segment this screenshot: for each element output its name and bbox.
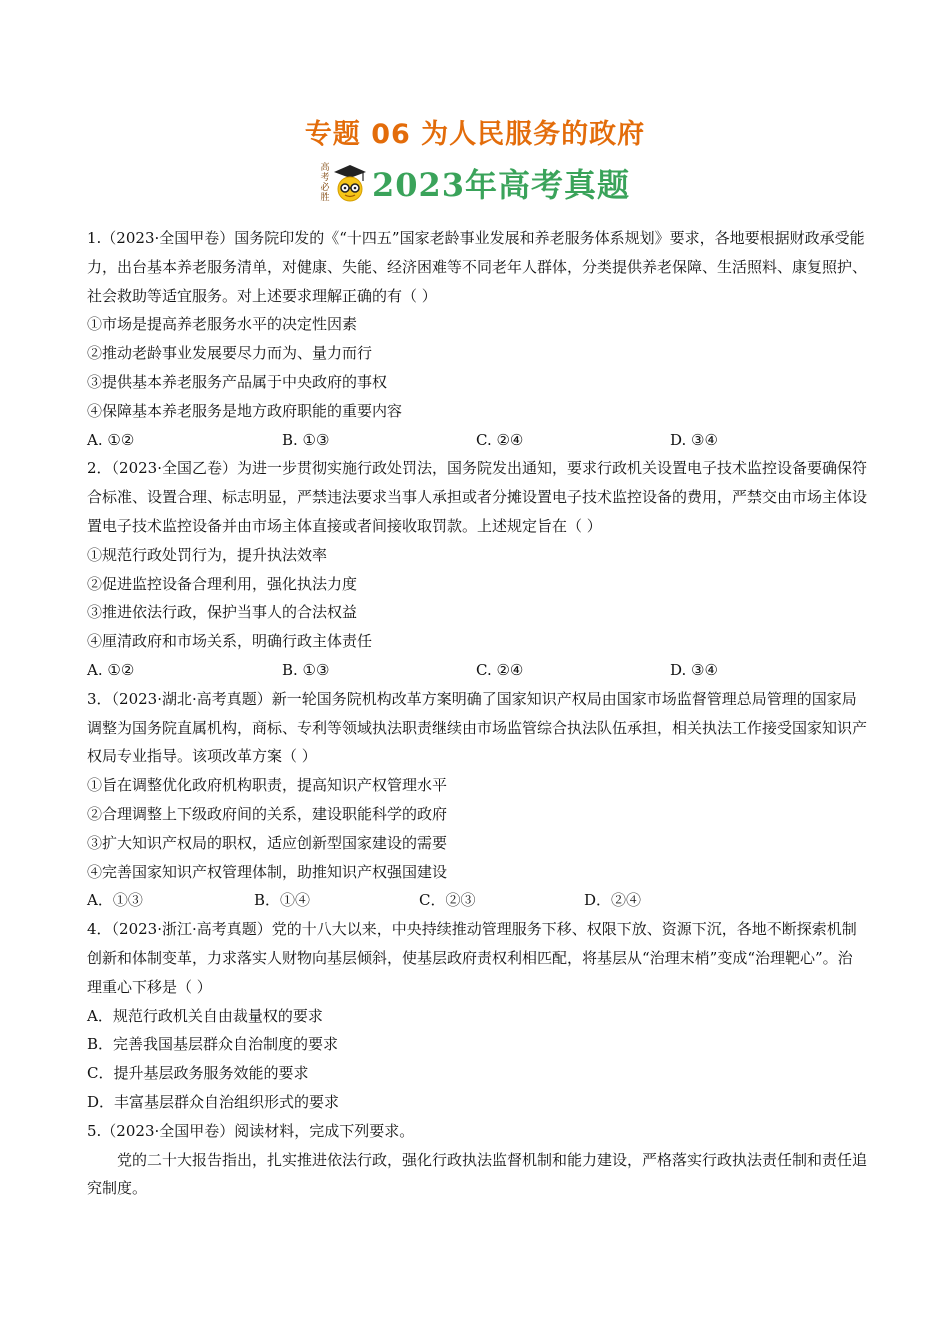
q5-material: 党的二十大报告指出，扎实推进依法行政，强化行政执法监督机制和能力建设，严格落实行政执法责任制和责任追究制度。 (87, 1150, 868, 1198)
q1-statement-4: ④保障基本养老服务是地方政府职能的重要内容 (87, 401, 403, 420)
q2-option-c: C. ②④ (476, 660, 524, 679)
q3-options (87, 886, 867, 915)
mascot-badge (320, 163, 368, 203)
q4-option-c: C．提升基层政务服务效能的要求 (87, 1064, 309, 1083)
q5-stem: 5.（2023·全国甲卷）阅读材料，完成下列要求。 (87, 1121, 415, 1140)
q2-options (87, 656, 867, 685)
q3-statement-2: ②合理调整上下级政府间的关系，建设职能科学的政府 (87, 804, 448, 823)
q3-stem: 3．（2023·湖北·高考真题）新一轮国务院机构改革方案明确了国家知识产权局由国家市场监督管理总局管理的国家局调整为国务院直属机构，商标、专利等领域执法职责继续由市场监管综合执法队伍承担，相关执法工作接受国家知识产权局专业指导。该项改革方案（ ） (87, 689, 868, 766)
q2-statement-4: ④厘清政府和市场关系，明确行政主体责任 (87, 632, 373, 651)
q3-statement-3: ③扩大知识产权局的职权，适应创新型国家建设的需要 (87, 833, 448, 852)
q2-stem: 2．（2023·全国乙卷）为进一步贯彻实施行政处罚法，国务院发出通知，要求行政机关设置电子技术监控设备要确保符合标准、设置合理、标志明显，严禁违法要求当事人承担或者分摊设置电子技术监控设备的费用，严禁交由市场主体设置电子技术监控设备并由市场主体直接或者间接收取罚款。上述规定旨在（ ） (87, 459, 868, 535)
section-banner (0, 160, 950, 206)
q1-statement-2: ②推动老龄事业发展要尽力而为、量力而行 (87, 344, 373, 363)
q4-option-b: B．完善我国基层群众自治制度的要求 (87, 1035, 339, 1054)
q1-option-a: A. ①② (87, 430, 135, 449)
q1-stem: 1.（2023·全国甲卷）国务院印发的《“十四五”国家老龄事业发展和养老服务体系规划》要求，各地要根据财政承受能力，出台基本养老服务清单，对健康、失能、经济困难等不同老年人群体，分类提供养老保障、生活照料、康复照护、社会救助等适宜服务。对上述要求理解正确的有（ ） (87, 229, 868, 305)
q2-option-d: D. ③④ (670, 660, 718, 679)
q2-statement-3: ③推进依法行政，保护当事人的合法权益 (87, 603, 358, 622)
q2-option-a: A. ①② (87, 660, 135, 679)
q1-statement-3: ③提供基本养老服务产品属于中央政府的事权 (87, 372, 388, 391)
q3-option-a: A．①③ (87, 891, 143, 910)
q3-option-d: D．②④ (584, 891, 642, 910)
q2-option-b: B. ①③ (282, 660, 330, 679)
q1-option-d: D. ③④ (670, 430, 718, 449)
q3-statement-4: ④完善国家知识产权管理体制，助推知识产权强国建设 (87, 862, 448, 881)
q1-statement-1: ①市场是提高养老服务水平的决定性因素 (87, 315, 358, 334)
banner-heading: 2023年高考真题 (371, 166, 631, 204)
q1-option-b: B. ①③ (282, 430, 330, 449)
q2-statement-1: ①规范行政处罚行为，提升执法效率 (87, 545, 328, 564)
q4-option-a: A．规范行政机关自由裁量权的要求 (87, 1006, 323, 1025)
q4-stem: 4．（2023·浙江·高考真题）党的十八大以来，中央持续推动管理服务下移、权限下放、资源下沉，各地不断探索机制创新和体制变革，力求落实人财物向基层倾斜，使基层政府责权利相匹配，将基层从“治理末梢”变成“治理靶心”。治理重心下移是（ ） (87, 920, 857, 996)
graduate-mascot-icon (332, 163, 368, 203)
q3-statement-1: ①旨在调整优化政府机构职责，提高知识产权管理水平 (87, 776, 448, 795)
q2-statement-2: ②促进监控设备合理利用，强化执法力度 (87, 574, 358, 593)
q4-option-d: D．丰富基层群众自治组织形式的要求 (87, 1092, 340, 1111)
q1-option-c: C. ②④ (476, 430, 524, 449)
document-title: 专题 06 为人民服务的政府 (304, 119, 646, 150)
badge-vertical-text: 高考必胜 (320, 163, 330, 203)
q3-option-b: B．①④ (254, 891, 311, 910)
q3-option-c: C．②③ (419, 891, 476, 910)
questions-body (87, 224, 867, 1203)
q1-options (87, 426, 867, 455)
